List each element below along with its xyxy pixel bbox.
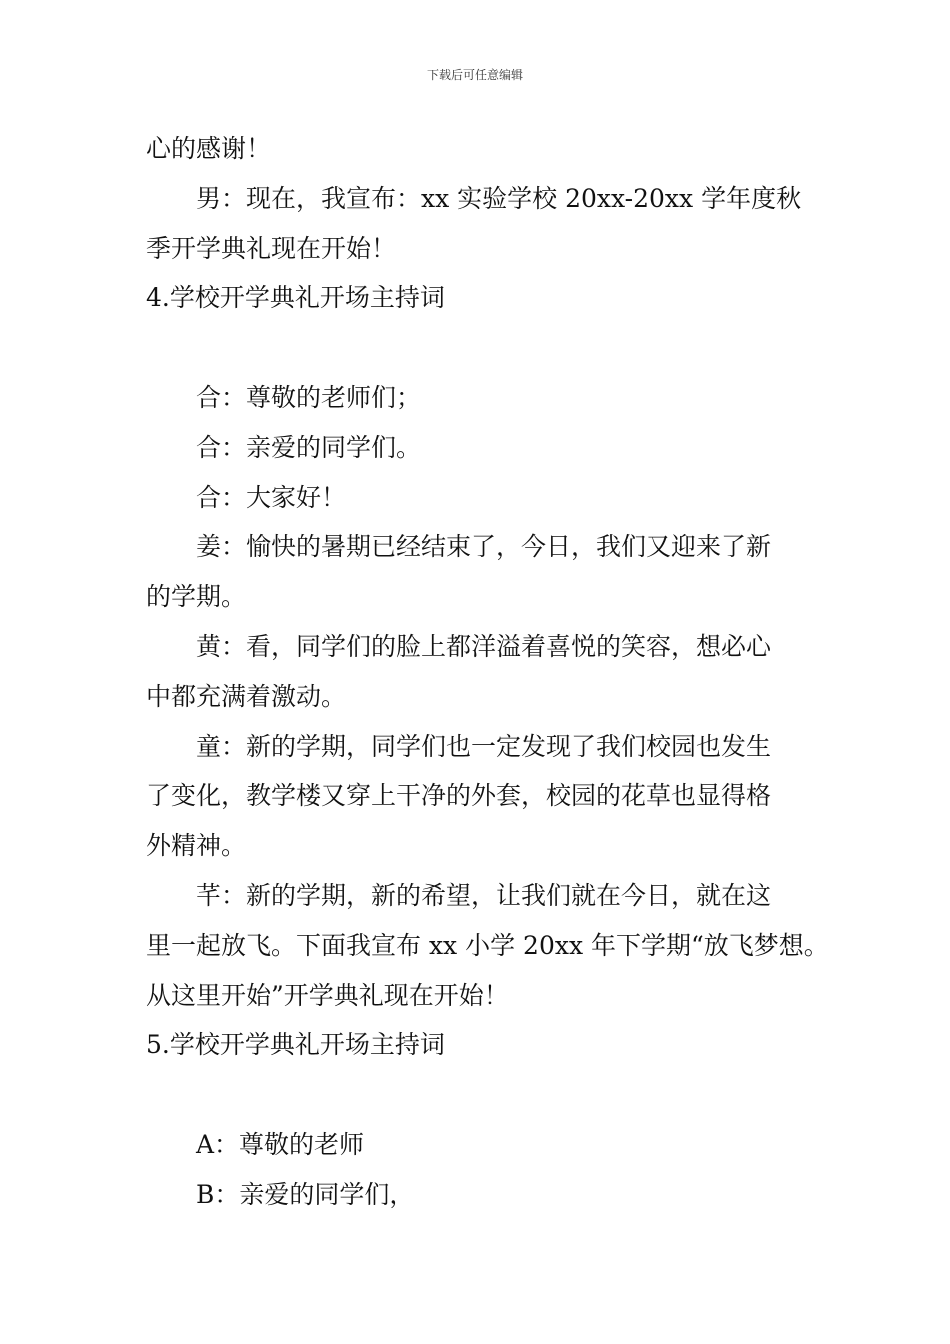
- text-line: 的学期。: [146, 582, 247, 612]
- text-line: B：亲爱的同学们，: [196, 1179, 415, 1209]
- text-line: A：尊敬的老师: [196, 1129, 365, 1159]
- text-line: 芊：新的学期，新的希望，让我们就在今日，就在这: [196, 880, 772, 910]
- section-heading: 5.学校开学典礼开场主持词: [146, 1030, 445, 1060]
- blank-line: [146, 1070, 836, 1120]
- text-line: 从这里开始”开学典礼现在开始！: [146, 980, 509, 1010]
- text-line: 童：新的学期，同学们也一定发现了我们校园也发生: [196, 731, 772, 761]
- text-line: 姜：愉快的暑期已经结束了，今日，我们又迎来了新: [196, 532, 772, 562]
- text-line: 合：亲爱的同学们。: [196, 432, 422, 462]
- text-line: 心的感谢！: [146, 134, 272, 163]
- text-line: 合：大家好！: [196, 482, 347, 512]
- text-line: 了变化，教学楼又穿上干净的外套，校园的花草也显得格: [146, 781, 772, 811]
- section-heading: 4.学校开学典礼开场主持词: [146, 283, 445, 313]
- blank-line: [146, 323, 836, 373]
- text-line: 合：尊敬的老师们；: [196, 382, 422, 412]
- page-header-note: 下载后可任意编辑: [426, 68, 523, 82]
- text-line: 外精神。: [146, 831, 247, 861]
- text-line: 季开学典礼现在开始！: [146, 233, 397, 263]
- document-body: [146, 124, 836, 1220]
- text-line: 男：现在，我宣布：xx 实验学校 20xx-20xx 学年度秋: [196, 183, 802, 213]
- text-line: 里一起放飞。下面我宣布 xx 小学 20xx 年下学期“放飞梦想。: [146, 930, 829, 960]
- text-line: 中都充满着激动。: [146, 681, 347, 711]
- text-line: 黄：看，同学们的脸上都洋溢着喜悦的笑容，想必心: [196, 631, 772, 661]
